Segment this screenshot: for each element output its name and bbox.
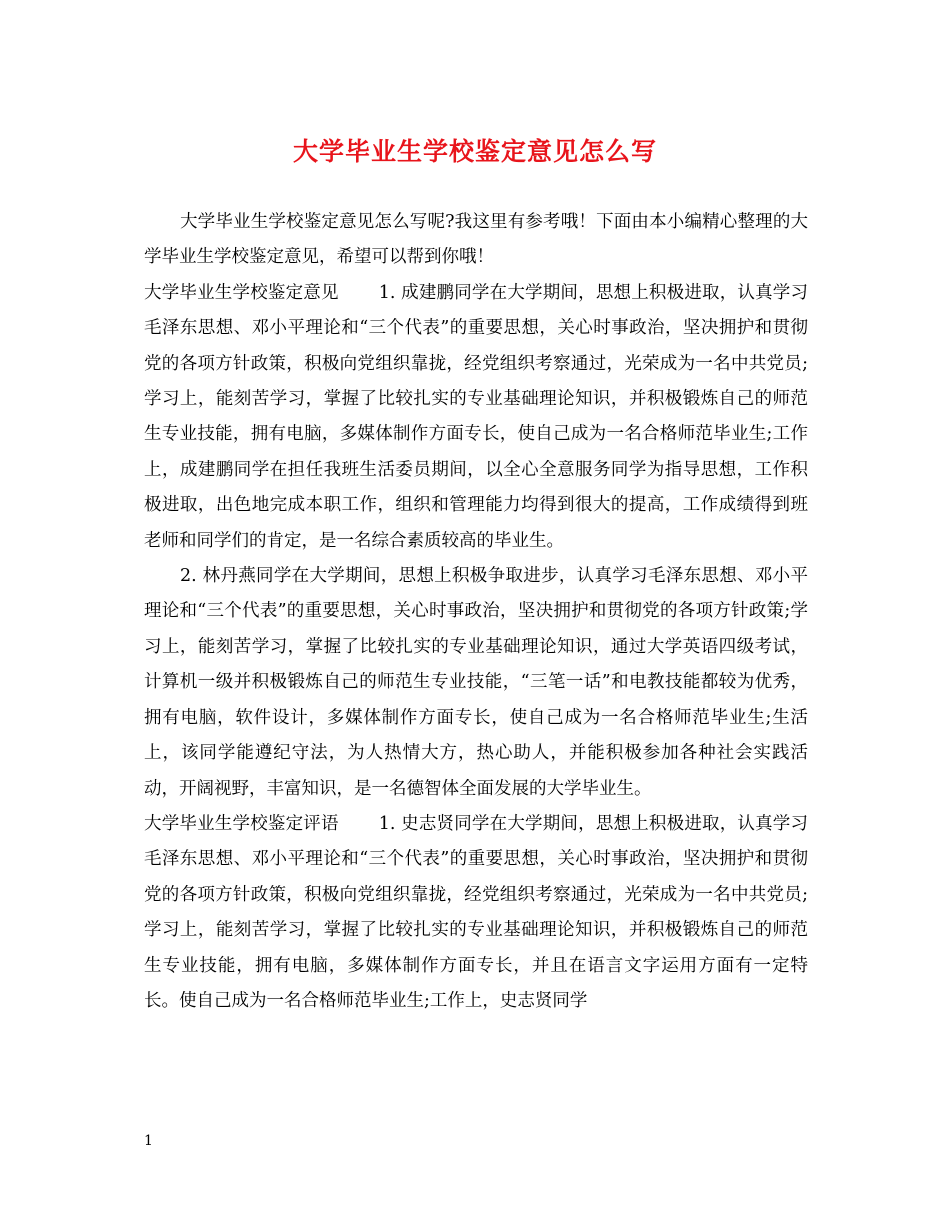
section-2-item-1: 1. 史志贤同学在大学期间，思想上积极进取，认真学习毛泽东思想、邓小平理论和“三个代表”的重要思想，关心时事政治，坚决拥护和贯彻党的各项方针政策，积极向党组织靠拢，经党组织考察通过，光荣成为一名中共党员;学习上，能刻苦学习，掌握了比较扎实的专业基础理论知识，并积极锻炼自己的师范生专业技能，拥有电脑，多媒体制作方面专长，并且在语言文字运用方面有一定特长。使自己成为一名合格师范毕业生;工作上，史志贤同学 [144,813,809,1011]
document-title: 大学毕业生学校鉴定意见怎么写 [292,137,657,166]
section-1-paragraph-1 [144,276,808,559]
section-1-heading: 大学毕业生学校鉴定意见 [144,282,339,303]
section-1-item-1: 1. 成建鹏同学在大学期间，思想上积极进取，认真学习毛泽东思想、邓小平理论和“三个代表”的重要思想，关心时事政治，坚决拥护和贯彻党的各项方针政策，积极向党组织靠拢，经党组织考察通过，光荣成为一名中共党员;学习上，能刻苦学习，掌握了比较扎实的专业基础理论知识，并积极锻炼自己的师范生专业技能，拥有电脑，多媒体制作方面专长，使自己成为一名合格师范毕业生;工作上，成建鹏同学在担任我班生活委员期间，以全心全意服务同学为指导思想，工作积极进取，出色地完成本职工作，组织和管理能力均得到很大的提高，工作成绩得到班老师和同学们的肯定，是一名综合素质较高的毕业生。 [144,282,809,551]
document-body [144,205,808,1019]
page-number: 1 [144,1133,153,1149]
section-2-heading: 大学毕业生学校鉴定评语 [144,813,339,834]
intro-paragraph: 大学毕业生学校鉴定意见怎么写呢?我这里有参考哦！下面由本小编精心整理的大学毕业生学校鉴定意见，希望可以帮到你哦！ [144,212,808,268]
section-1-item-2: 2. 林丹燕同学在大学期间，思想上积极争取进步，认真学习毛泽东思想、邓小平理论和“三个代表”的重要思想，关心时事政治，坚决拥护和贯彻党的各项方针政策;学习上，能刻苦学习，掌握了比较扎实的专业基础理论知识，通过大学英语四级考试，计算机一级并积极锻炼自己的师范生专业技能，“三笔一话”和电教技能都较为优秀，拥有电脑，软件设计，多媒体制作方面专长，使自己成为一名合格师范毕业生;生活上，该同学能遵纪守法，为人热情大方，热心助人，并能积极参加各种社会实践活动，开阔视野，丰富知识，是一名德智体全面发展的大学毕业生。 [144,566,808,799]
section-2-paragraph-1 [144,807,808,1019]
